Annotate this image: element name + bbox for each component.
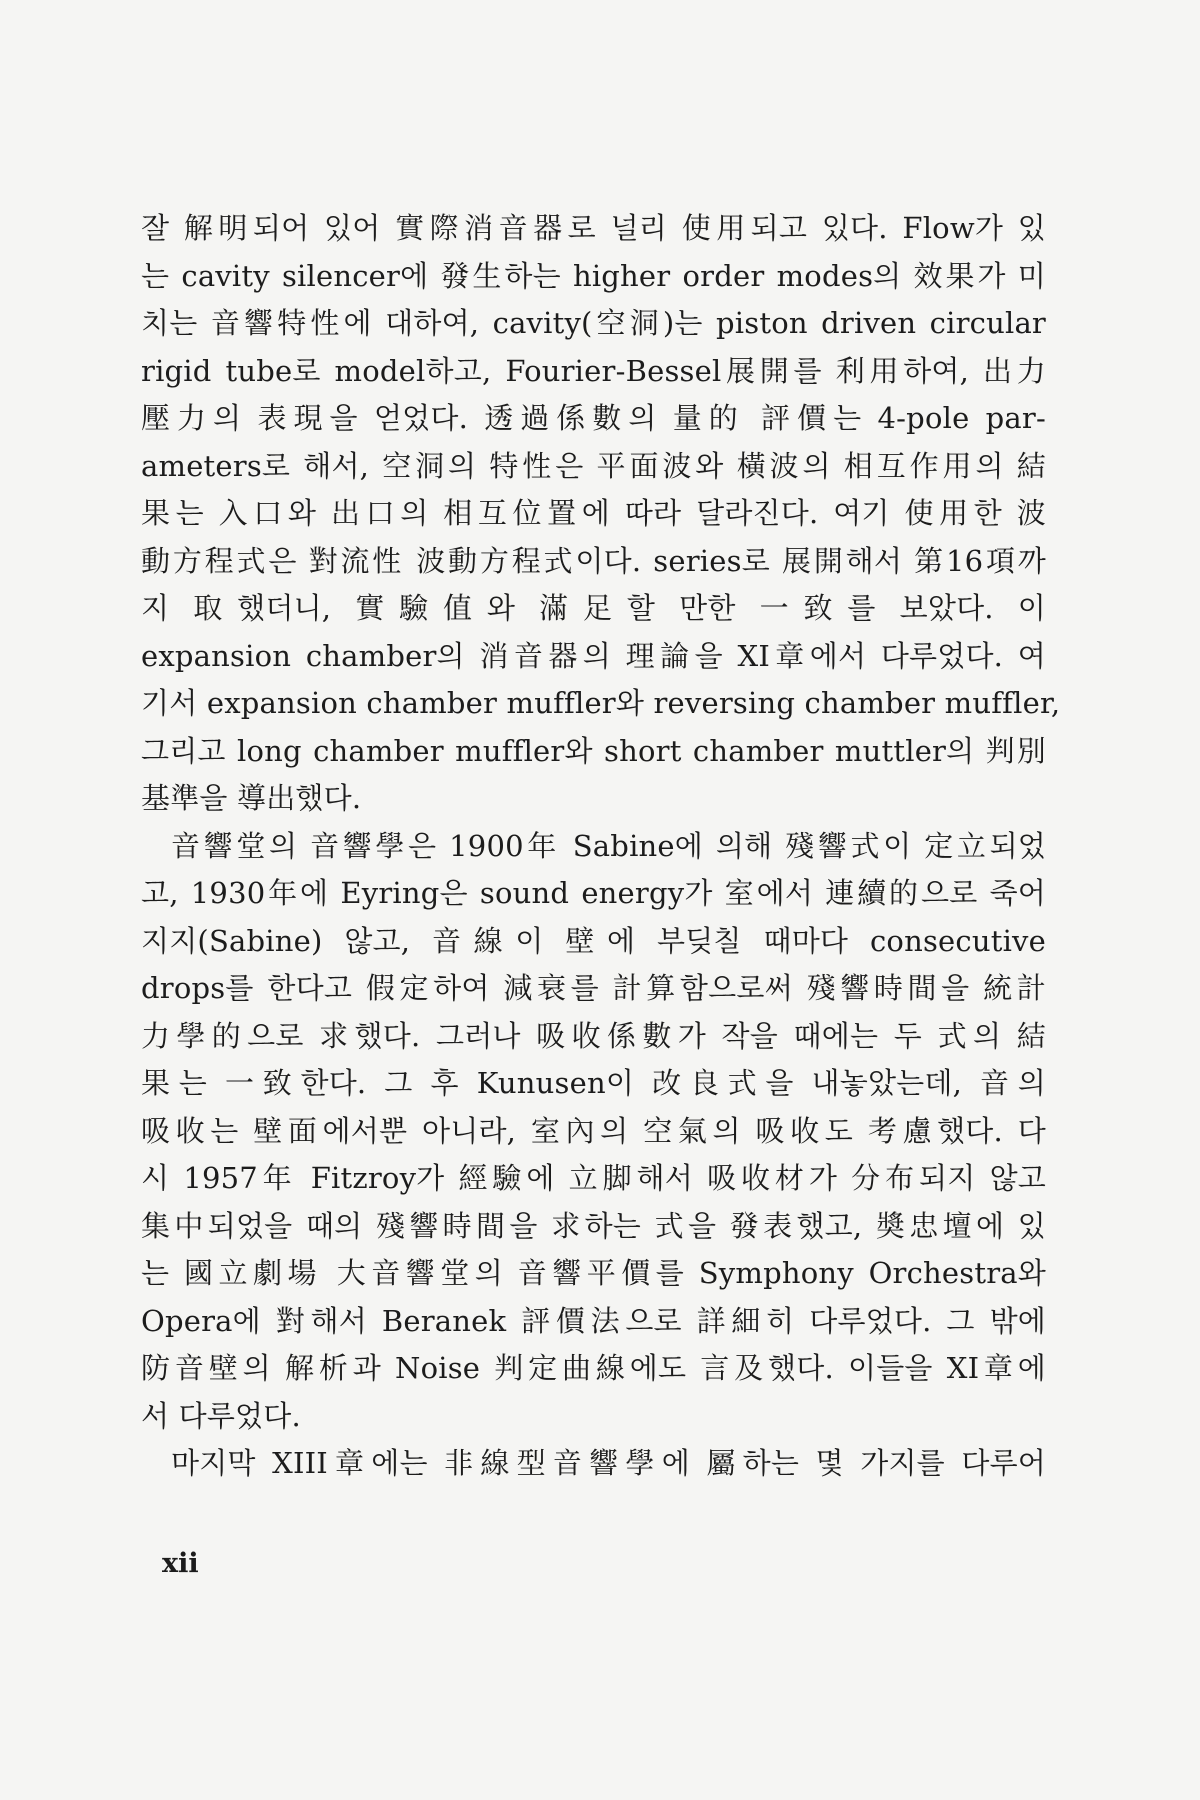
text-line: drops를 한다고 假定하여 減衰를 計算함으로써 殘響時間을 統計 xyxy=(141,971,1046,1005)
text-line: 치는 音響特性에 대하여, cavity(空洞)는 piston driven circular xyxy=(141,306,1046,340)
text-line: ameters로 해서, 空洞의 特性은 平面波와 橫波의 相互作用의 結 xyxy=(141,448,1046,483)
text-line: 기서 expansion chamber muffler와 reversing chamber muffler, xyxy=(141,686,1061,720)
text-line: 果는 入口와 出口의 相互位置에 따라 달라진다. 여기 使用한 波 xyxy=(141,496,1046,530)
text-line: 壓力의 表現을 얻었다. 透過係數의 量的 評價는 4-pole par- xyxy=(141,401,1046,435)
text-line: 지지(Sabine) 않고, 音線이 壁에 부딪칠 때마다 consecutive xyxy=(141,923,1046,958)
text-line: 잘 解明되어 있어 實際消音器로 널리 使用되고 있다. Flow가 있 xyxy=(141,211,1046,245)
text-line: 시 1957年 Fitzroy가 經驗에 立脚해서 吸收材가 分布되지 않고 xyxy=(141,1161,1046,1195)
text-line: 는 國立劇場 大音響堂의 音響平價를 Symphony Orchestra와 xyxy=(141,1256,1046,1290)
paragraph-start-line: 마지막 XIII章에는 非線型音響學에 屬하는 몇 가지를 다루어 xyxy=(171,1446,1046,1480)
text-line: 力學的으로 求했다. 그러나 吸收係數가 작을 때에는 두 式의 結 xyxy=(141,1018,1046,1053)
page-number: xii xyxy=(162,1548,199,1579)
text-line: Opera에 對해서 Beranek 評價法으로 詳細히 다루었다. 그 밖에 xyxy=(141,1303,1046,1338)
text-line: 지 取했더니, 實驗值와 滿足할 만한 一致를 보았다. 이 xyxy=(141,591,1046,625)
body-text xyxy=(141,205,1061,1488)
text-line: 動方程式은 對流性 波動方程式이다. series로 展開해서 第16項까 xyxy=(141,543,1046,578)
text-line: expansion chamber의 消音器의 理論을 XI章에서 다루었다. 여 xyxy=(141,638,1046,673)
paragraph-end-line: 基準을 導出했다. xyxy=(141,781,362,815)
text-line: 集中되었을 때의 殘響時間을 求하는 式을 發表했고, 奬忠壇에 있 xyxy=(141,1208,1046,1243)
text-line: 果는 一致한다. 그 후 Kunusen이 改良式을 내놓았는데, 音의 xyxy=(141,1066,1046,1100)
text-line: 吸收는 壁面에서뿐 아니라, 室內의 空氣의 吸收도 考慮했다. 다 xyxy=(141,1113,1046,1148)
paragraph-start-line: 音響堂의 音響學은 1900年 Sabine에 의해 殘響式이 定立되었 xyxy=(171,828,1046,863)
text-line: 는 cavity silencer에 發生하는 higher order modes의 效果가 미 xyxy=(141,258,1046,293)
text-line: 防音壁의 解析과 Noise 判定曲線에도 言及했다. 이들을 XI章에 xyxy=(141,1351,1046,1385)
paragraph-end-line: 서 다루었다. xyxy=(141,1398,301,1433)
text-line: 고, 1930年에 Eyring은 sound energy가 室에서 連續的으로 죽어 xyxy=(141,876,1046,910)
text-line: 그리고 long chamber muffler와 short chamber muttler의 判別 xyxy=(141,733,1046,768)
text-line: rigid tube로 model하고, Fourier-Bessel展開를 利用하여, 出力 xyxy=(141,353,1046,388)
